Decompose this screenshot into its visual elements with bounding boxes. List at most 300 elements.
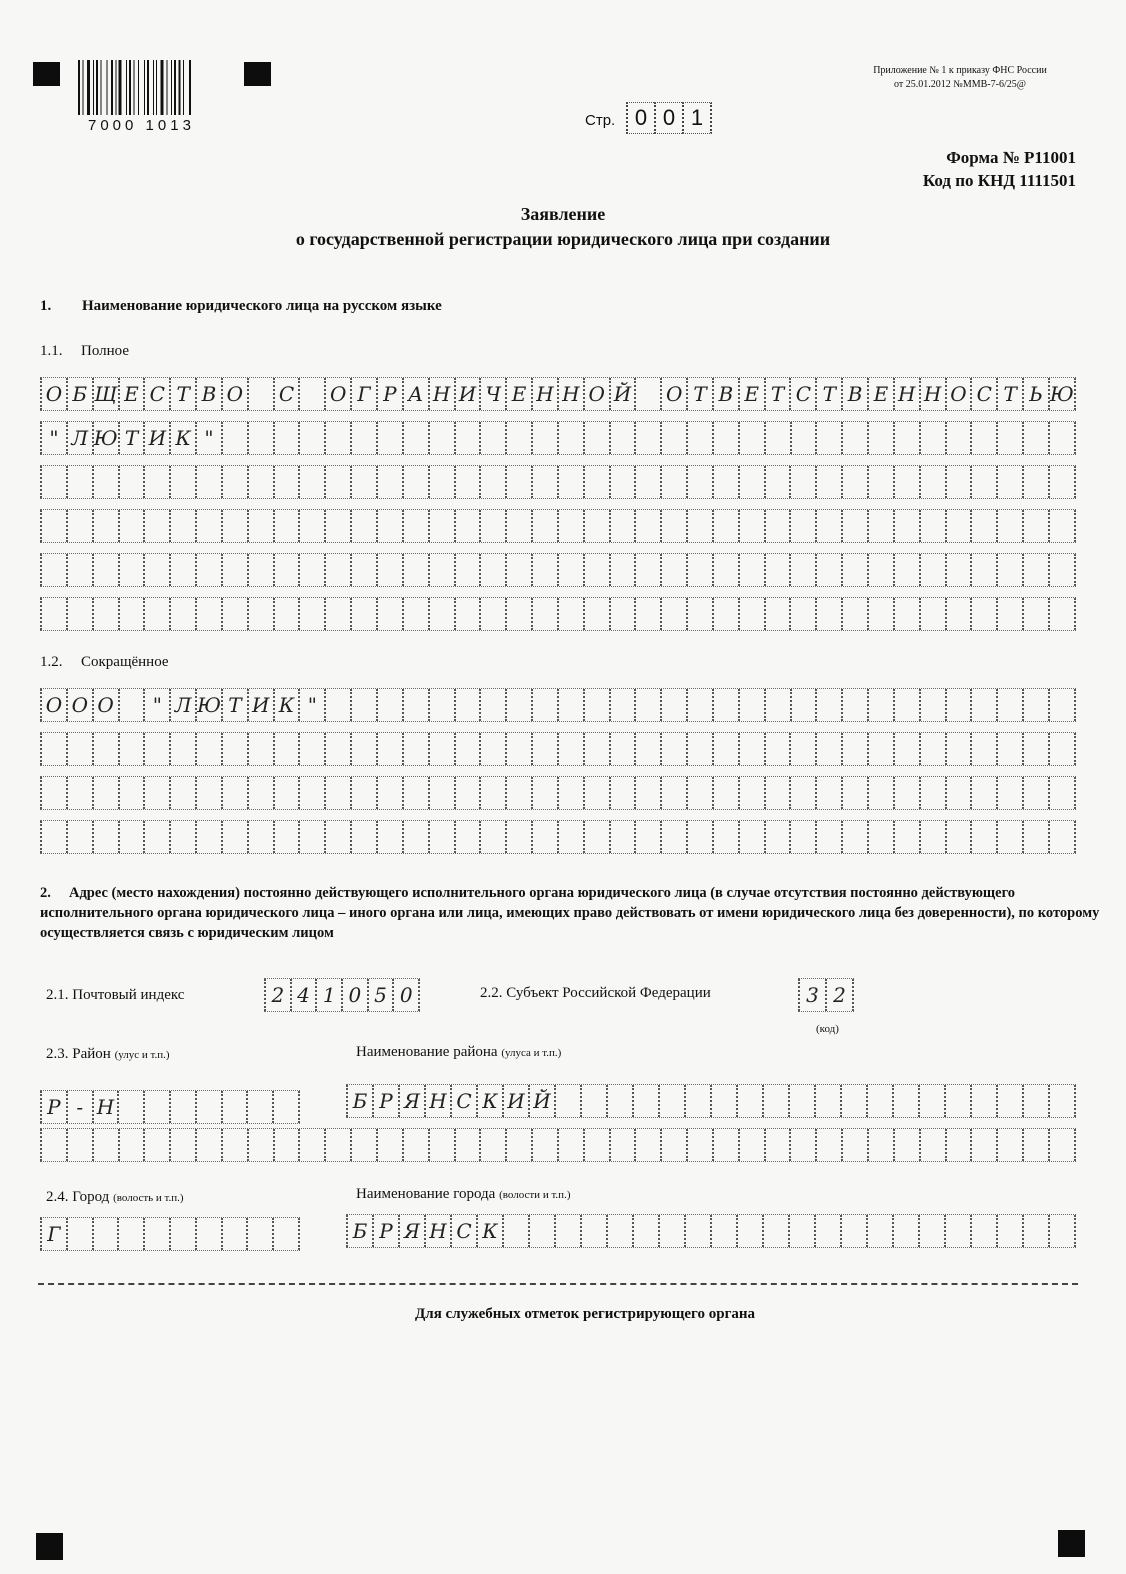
char-cell	[634, 422, 660, 454]
char-cell	[247, 554, 273, 586]
char-cell: О	[660, 378, 686, 410]
char-cell	[970, 554, 996, 586]
char-cell	[324, 1129, 350, 1161]
char-cell	[221, 1091, 247, 1123]
char-cell: Ч	[479, 378, 505, 410]
char-cell	[764, 733, 790, 765]
char-cell	[221, 1218, 247, 1250]
char-cell	[841, 1129, 867, 1161]
city-name-label: Наименование города (волости и т.п.)	[356, 1186, 571, 1202]
char-cell: 0	[341, 979, 367, 1011]
char-cell	[221, 510, 247, 542]
char-cell	[815, 598, 841, 630]
service-marks-heading: Для служебных отметок регистрирующего органа	[414, 1306, 756, 1322]
char-cell	[376, 821, 402, 853]
char-cell	[350, 554, 376, 586]
full-name-row[interactable]	[40, 509, 1076, 543]
char-cell	[686, 733, 712, 765]
char-cell	[609, 598, 635, 630]
char-cell	[815, 733, 841, 765]
char-cell	[866, 1085, 892, 1117]
char-cell	[764, 598, 790, 630]
district-name-label: Наименование района (улуса и т.п.)	[356, 1044, 562, 1060]
char-cell	[919, 422, 945, 454]
knd-code: Код по КНД 1111501	[922, 171, 1076, 190]
char-cell	[557, 777, 583, 809]
page-digit: 1	[682, 102, 712, 134]
barcode-bar	[167, 60, 168, 115]
char-cell	[893, 821, 919, 853]
short-name-label: Сокращённое	[81, 654, 169, 670]
district-name-row[interactable]	[346, 1084, 1076, 1118]
char-cell: Т	[686, 378, 712, 410]
char-cell	[118, 510, 144, 542]
char-cell: Т	[169, 378, 195, 410]
section-2-heading: 2. Адрес (место нахождения) постоянно действующего исполнительного органа юридического лица (в случае отсутствия постоянно действующего исполнительного органа юридического лица – иного органа или лица, имеющих право действовать от имени юридического лица без доверенности), по которому осуществляется связь с юридическим лицом	[40, 885, 1100, 941]
char-cell	[195, 1129, 221, 1161]
char-cell	[92, 1218, 118, 1250]
char-cell	[92, 554, 118, 586]
char-cell	[660, 510, 686, 542]
char-cell	[531, 733, 557, 765]
char-cell: К	[476, 1085, 502, 1117]
char-cell	[376, 689, 402, 721]
char-cell	[996, 422, 1022, 454]
char-cell	[479, 1129, 505, 1161]
char-cell: Л	[169, 689, 195, 721]
char-cell: И	[247, 689, 273, 721]
char-cell	[554, 1085, 580, 1117]
char-cell: Т	[221, 689, 247, 721]
char-cell	[143, 598, 169, 630]
char-cell	[583, 689, 609, 721]
char-cell	[712, 598, 738, 630]
char-cell	[764, 510, 790, 542]
char-cell: Е	[738, 378, 764, 410]
char-cell	[350, 1129, 376, 1161]
char-cell	[531, 598, 557, 630]
char-cell: Ю	[195, 689, 221, 721]
char-cell	[789, 733, 815, 765]
char-cell	[531, 422, 557, 454]
char-cell	[1048, 1129, 1076, 1161]
char-cell	[893, 1129, 919, 1161]
char-cell	[454, 777, 480, 809]
char-cell	[298, 378, 324, 410]
char-cell	[505, 554, 531, 586]
char-cell	[788, 1215, 814, 1247]
char-cell	[273, 422, 299, 454]
char-cell: С	[143, 378, 169, 410]
cut-line	[38, 1283, 1078, 1285]
char-cell	[970, 1085, 996, 1117]
char-cell	[1022, 733, 1048, 765]
full-name-row[interactable]	[40, 377, 1076, 411]
barcode-bar	[119, 60, 122, 115]
char-cell	[454, 733, 480, 765]
char-cell	[454, 1129, 480, 1161]
char-cell	[658, 1215, 684, 1247]
char-cell	[298, 598, 324, 630]
page-digit: 0	[626, 102, 654, 134]
postal-code-row[interactable]	[264, 978, 420, 1012]
char-cell	[324, 554, 350, 586]
char-cell	[996, 733, 1022, 765]
char-cell: Ю	[92, 422, 118, 454]
char-cell	[92, 1129, 118, 1161]
char-cell: Л	[66, 422, 92, 454]
char-cell	[143, 1218, 169, 1250]
char-cell: 5	[367, 979, 393, 1011]
char-cell: "	[143, 689, 169, 721]
char-cell	[118, 466, 144, 498]
char-cell	[66, 1129, 92, 1161]
char-cell	[272, 1091, 300, 1123]
district-label: 2.3. Район (улус и т.п.)	[46, 1046, 170, 1062]
char-cell	[402, 422, 428, 454]
char-cell: К	[273, 689, 299, 721]
char-cell: "	[195, 422, 221, 454]
char-cell	[606, 1085, 632, 1117]
char-cell: Й	[528, 1085, 554, 1117]
char-cell	[583, 554, 609, 586]
char-cell	[531, 1129, 557, 1161]
char-cell	[764, 466, 790, 498]
char-cell	[40, 821, 66, 853]
char-cell: Р	[372, 1085, 398, 1117]
char-cell: С	[789, 378, 815, 410]
char-cell	[221, 422, 247, 454]
char-cell	[815, 777, 841, 809]
char-cell: Т	[815, 378, 841, 410]
char-cell: "	[40, 422, 66, 454]
char-cell	[273, 821, 299, 853]
char-cell	[892, 1215, 918, 1247]
char-cell: Н	[919, 378, 945, 410]
char-cell	[118, 733, 144, 765]
char-cell	[841, 554, 867, 586]
char-cell	[143, 777, 169, 809]
short-name-row[interactable]	[40, 820, 1076, 854]
corner-marker-bottom-left	[36, 1533, 63, 1560]
char-cell	[66, 554, 92, 586]
char-cell	[583, 598, 609, 630]
char-cell	[195, 466, 221, 498]
char-cell	[505, 510, 531, 542]
char-cell	[376, 1129, 402, 1161]
city-name-grid	[346, 1214, 1076, 1258]
char-cell	[970, 422, 996, 454]
char-cell	[945, 466, 971, 498]
full-name-label: Полное	[81, 343, 129, 359]
char-cell: С	[450, 1215, 476, 1247]
char-cell	[528, 1215, 554, 1247]
char-cell	[324, 733, 350, 765]
char-cell	[712, 510, 738, 542]
barcode-bar	[153, 60, 154, 115]
char-cell	[557, 733, 583, 765]
char-cell	[815, 422, 841, 454]
char-cell	[970, 689, 996, 721]
short-name-row[interactable]	[40, 688, 1076, 722]
char-cell	[143, 554, 169, 586]
char-cell	[557, 510, 583, 542]
char-cell	[40, 554, 66, 586]
char-cell	[712, 466, 738, 498]
char-cell	[40, 598, 66, 630]
char-cell	[893, 554, 919, 586]
char-cell	[298, 1129, 324, 1161]
char-cell	[428, 598, 454, 630]
char-cell	[298, 510, 324, 542]
district-type-row[interactable]	[40, 1090, 300, 1124]
char-cell	[893, 733, 919, 765]
char-cell	[273, 777, 299, 809]
char-cell	[712, 1129, 738, 1161]
char-cell	[738, 821, 764, 853]
char-cell	[609, 466, 635, 498]
full-name-row[interactable]	[40, 465, 1076, 499]
full-name-row[interactable]	[40, 553, 1076, 587]
char-cell	[738, 554, 764, 586]
char-cell	[919, 777, 945, 809]
char-cell	[505, 1129, 531, 1161]
char-cell	[143, 510, 169, 542]
document-title: Заявление о государственной регистрации юридического лица при создании	[295, 204, 831, 249]
char-cell	[788, 1085, 814, 1117]
char-cell	[970, 510, 996, 542]
char-cell	[583, 466, 609, 498]
char-cell	[324, 689, 350, 721]
barcode-bar	[78, 60, 80, 115]
char-cell	[1048, 821, 1076, 853]
char-cell	[1048, 1085, 1076, 1117]
char-cell	[660, 777, 686, 809]
char-cell: В	[195, 378, 221, 410]
char-cell	[402, 598, 428, 630]
char-cell	[273, 1129, 299, 1161]
char-cell	[660, 554, 686, 586]
char-cell: С	[273, 378, 299, 410]
char-cell	[738, 422, 764, 454]
char-cell	[609, 1129, 635, 1161]
char-cell	[632, 1085, 658, 1117]
char-cell	[428, 1129, 454, 1161]
char-cell	[454, 554, 480, 586]
full-name-row[interactable]	[40, 597, 1076, 631]
char-cell	[505, 733, 531, 765]
char-cell	[1022, 777, 1048, 809]
char-cell	[1048, 466, 1076, 498]
char-cell: Е	[867, 378, 893, 410]
char-cell	[634, 510, 660, 542]
char-cell: Т	[764, 378, 790, 410]
char-cell	[118, 1129, 144, 1161]
char-cell	[298, 422, 324, 454]
char-cell	[634, 598, 660, 630]
char-cell	[169, 510, 195, 542]
char-cell	[658, 1085, 684, 1117]
char-cell	[92, 777, 118, 809]
char-cell: Б	[66, 378, 92, 410]
char-cell	[247, 466, 273, 498]
char-cell	[945, 733, 971, 765]
char-cell	[531, 821, 557, 853]
char-cell	[1048, 554, 1076, 586]
char-cell	[738, 733, 764, 765]
char-cell	[919, 689, 945, 721]
char-cell: К	[476, 1215, 502, 1247]
char-cell	[402, 466, 428, 498]
char-cell	[221, 1129, 247, 1161]
char-cell	[92, 466, 118, 498]
char-cell: С	[450, 1085, 476, 1117]
char-cell: О	[66, 689, 92, 721]
char-cell	[531, 777, 557, 809]
char-cell	[815, 510, 841, 542]
char-cell	[557, 422, 583, 454]
char-cell	[531, 554, 557, 586]
char-cell	[247, 378, 273, 410]
char-cell	[609, 821, 635, 853]
char-cell	[945, 1129, 971, 1161]
char-cell	[944, 1085, 970, 1117]
char-cell	[660, 1129, 686, 1161]
char-cell	[40, 510, 66, 542]
char-cell	[479, 733, 505, 765]
char-cell	[712, 777, 738, 809]
char-cell	[996, 777, 1022, 809]
char-cell: Н	[557, 378, 583, 410]
page-digit: 0	[654, 102, 682, 134]
char-cell	[970, 598, 996, 630]
char-cell	[738, 510, 764, 542]
char-cell	[815, 821, 841, 853]
char-cell: Й	[609, 378, 635, 410]
char-cell	[479, 422, 505, 454]
char-cell: Г	[350, 378, 376, 410]
char-cell	[1048, 510, 1076, 542]
full-name-row[interactable]	[40, 421, 1076, 455]
char-cell	[996, 554, 1022, 586]
district-extra-row[interactable]	[40, 1128, 1076, 1162]
char-cell	[505, 821, 531, 853]
char-cell	[736, 1085, 762, 1117]
short-name-row[interactable]	[40, 732, 1076, 766]
barcode-bar	[138, 60, 139, 115]
char-cell: Б	[346, 1085, 372, 1117]
char-cell	[609, 689, 635, 721]
char-cell	[195, 777, 221, 809]
char-cell: Я	[398, 1215, 424, 1247]
char-cell: -	[66, 1091, 92, 1123]
char-cell	[169, 1218, 195, 1250]
char-cell	[790, 689, 816, 721]
corner-marker-bottom-right	[1058, 1530, 1085, 1557]
char-cell	[221, 777, 247, 809]
char-cell	[324, 598, 350, 630]
char-cell	[712, 422, 738, 454]
char-cell	[428, 689, 454, 721]
char-cell	[118, 554, 144, 586]
char-cell	[970, 821, 996, 853]
char-cell	[712, 689, 738, 721]
char-cell	[738, 598, 764, 630]
barcode-bar	[111, 60, 113, 115]
char-cell	[1022, 821, 1048, 853]
char-cell	[195, 733, 221, 765]
char-cell	[454, 689, 480, 721]
char-cell	[996, 689, 1022, 721]
char-cell	[634, 689, 660, 721]
char-cell	[505, 689, 531, 721]
short-name-label-num: 1.2.	[40, 654, 63, 670]
char-cell	[273, 466, 299, 498]
char-cell	[118, 689, 144, 721]
char-cell	[40, 733, 66, 765]
char-cell	[970, 1215, 996, 1247]
barcode-bar	[107, 60, 108, 115]
char-cell: Ю	[1048, 378, 1076, 410]
char-cell: Я	[398, 1085, 424, 1117]
char-cell: В	[712, 378, 738, 410]
char-cell	[710, 1215, 736, 1247]
char-cell	[686, 510, 712, 542]
char-cell	[350, 510, 376, 542]
char-cell	[195, 598, 221, 630]
char-cell	[945, 510, 971, 542]
char-cell	[814, 1085, 840, 1117]
barcode-bar	[189, 60, 191, 115]
subject-code-row[interactable]	[798, 978, 854, 1012]
char-cell: 4	[290, 979, 316, 1011]
char-cell: Н	[92, 1091, 118, 1123]
char-cell	[609, 554, 635, 586]
char-cell	[169, 1129, 195, 1161]
char-cell	[505, 598, 531, 630]
char-cell	[996, 1129, 1022, 1161]
barcode-bar	[87, 60, 90, 115]
char-cell	[195, 1091, 221, 1123]
barcode-bar	[129, 60, 131, 115]
char-cell	[840, 1215, 866, 1247]
char-cell	[557, 598, 583, 630]
char-cell	[893, 510, 919, 542]
city-name-row[interactable]	[346, 1214, 1076, 1248]
char-cell: Р	[372, 1215, 398, 1247]
char-cell	[454, 422, 480, 454]
char-cell	[247, 598, 273, 630]
postal-code-label: 2.1. Почтовый индекс	[46, 987, 185, 1003]
char-cell	[221, 598, 247, 630]
char-cell	[66, 466, 92, 498]
char-cell	[1022, 554, 1048, 586]
char-cell	[402, 1129, 428, 1161]
char-cell	[712, 554, 738, 586]
city-type-row[interactable]	[40, 1217, 300, 1251]
char-cell	[684, 1085, 710, 1117]
barcode-bar	[171, 60, 172, 115]
short-name-row[interactable]	[40, 776, 1076, 810]
char-cell	[143, 821, 169, 853]
char-cell	[919, 466, 945, 498]
char-cell	[169, 821, 195, 853]
char-cell	[609, 510, 635, 542]
char-cell	[996, 510, 1022, 542]
char-cell: И	[143, 422, 169, 454]
char-cell: О	[583, 378, 609, 410]
section-1-heading: Наименование юридического лица на русском языке	[82, 298, 442, 314]
